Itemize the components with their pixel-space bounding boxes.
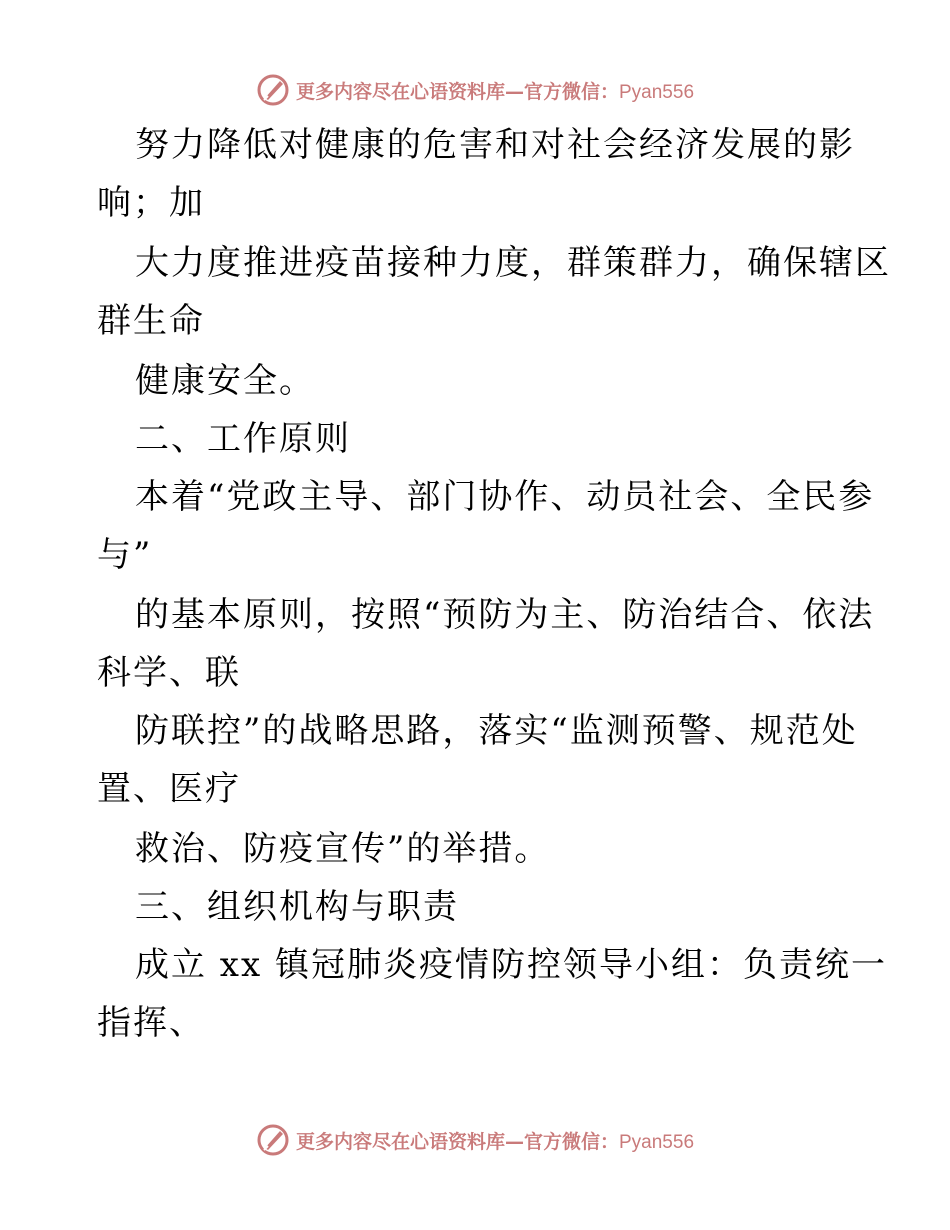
footer-watermark bbox=[0, 1120, 950, 1160]
text-line: 的基本原则，按照“预防为主、防治结合、依法 bbox=[135, 595, 875, 635]
watermark-account: Pyan556 bbox=[619, 81, 695, 103]
watermark-account: Pyan556 bbox=[619, 1131, 695, 1153]
text-line: 防联控”的战略思路，落实“监测预警、规范处 bbox=[135, 711, 858, 751]
text-line: 努力降低对健康的危害和对社会经济发展的影 bbox=[135, 125, 855, 165]
text-line: 科学、联 bbox=[97, 653, 241, 693]
watermark-text bbox=[296, 1127, 694, 1154]
header-watermark bbox=[0, 70, 950, 110]
watermark-separator: —官方微信： bbox=[504, 1130, 619, 1153]
text-line: 群生命 bbox=[97, 301, 205, 341]
text-line: 救治、防疫宣传”的举措。 bbox=[135, 829, 551, 869]
text-line: 指挥、 bbox=[97, 1003, 205, 1043]
text-line: 本着“党政主导、部门协作、动员社会、全民参 bbox=[135, 477, 875, 517]
section-heading: 二、工作原则 bbox=[135, 419, 351, 459]
watermark-separator: —官方微信： bbox=[504, 80, 619, 103]
text-line: 成立 xx 镇冠肺炎疫情防控领导小组：负责统一 bbox=[135, 945, 887, 985]
text-line: 大力度推进疫苗接种力度，群策群力，确保辖区 bbox=[135, 243, 891, 283]
quill-logo-icon bbox=[256, 73, 290, 107]
section-heading: 三、组织机构与职责 bbox=[135, 887, 459, 927]
watermark-site: 更多内容尽在心语资料库 bbox=[295, 1130, 505, 1153]
quill-logo-icon bbox=[256, 1123, 290, 1157]
text-line: 响；加 bbox=[97, 183, 205, 223]
text-line: 置、医疗 bbox=[97, 769, 241, 809]
text-line: 健康安全。 bbox=[135, 361, 315, 401]
text-line: 与” bbox=[97, 535, 153, 575]
watermark-site: 更多内容尽在心语资料库 bbox=[295, 80, 505, 103]
watermark-text bbox=[296, 77, 694, 104]
